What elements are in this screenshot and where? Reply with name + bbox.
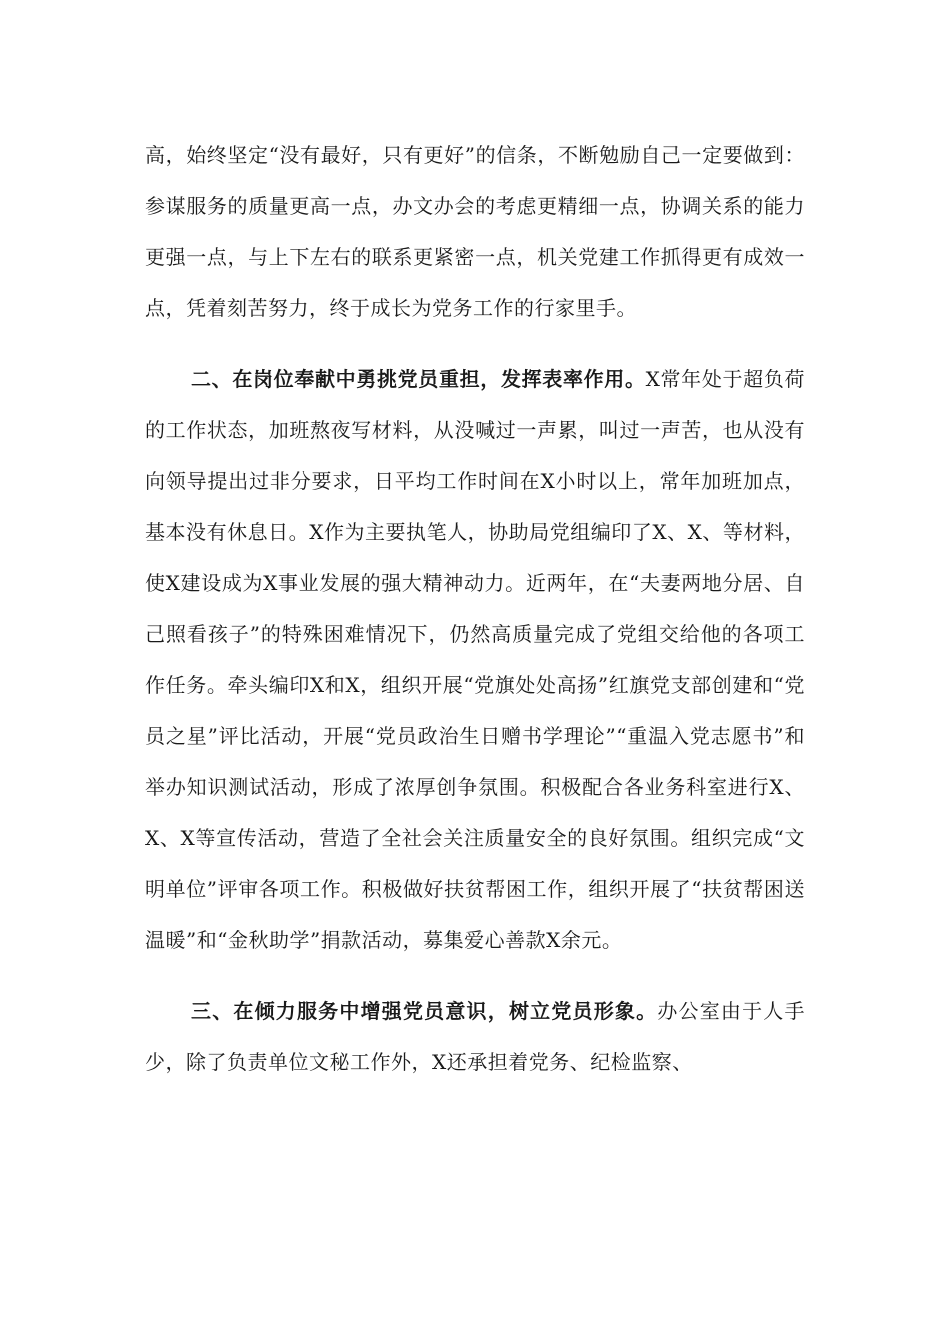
paragraph-2-heading: 二、在岗位奉献中勇挑党员重担，发挥表率作用。 <box>191 367 646 391</box>
paragraph-3-text: 办公室由于人手少，除了负责单位文秘工作外，X还承担着党务、纪检监察、 <box>145 999 806 1074</box>
paragraph-3 <box>145 986 805 1088</box>
paragraph-2-text: X常年处于超负荷的工作状态，加班熬夜写材料，从没喊过一声累，叫过一声苦，也从没有向领导提出过非分要求，日平均工作时间在X小时以上，常年加班加点，基本没有休息日。X作为主要执笔人，协助局党组编印了X、X、等材料，使X建设成为X事业发展的强大精神动力。近两年，在“夫妻两地分居、自己照看孩子”的特殊困难情况下，仍然高质量完成了党组交给他的各项工作任务。牵头编印X和X，组织开展“党旗处处高扬”红旗党支部创建和“党员之星”评比活动，开展“党员政治生日赠书学理论”“重温入党志愿书”和举办知识测试活动，形成了浓厚创争氛围。积极配合各业务科室进行X、X、X等宣传活动，营造了全社会关注质量安全的良好氛围。组织完成“文明单位”评审各项工作。积极做好扶贫帮困工作，组织开展了“扶贫帮困送温暖”和“金秋助学”捐款活动，募集爱心善款X余元。 <box>145 367 805 952</box>
paragraph-3-heading: 三、在倾力服务中增强党员意识，树立党员形象。 <box>191 999 658 1023</box>
paragraph-2 <box>145 354 805 966</box>
paragraph-1 <box>145 130 805 334</box>
document-page <box>145 130 805 1088</box>
paragraph-1-text: 高，始终坚定“没有最好，只有更好”的信条，不断勉励自己一定要做到：参谋服务的质量更高一点，办文办会的考虑更精细一点，协调关系的能力更强一点，与上下左右的联系更紧密一点，机关党建工作抓得更有成效一点，凭着刻苦努力，终于成长为党务工作的行家里手。 <box>145 143 805 320</box>
